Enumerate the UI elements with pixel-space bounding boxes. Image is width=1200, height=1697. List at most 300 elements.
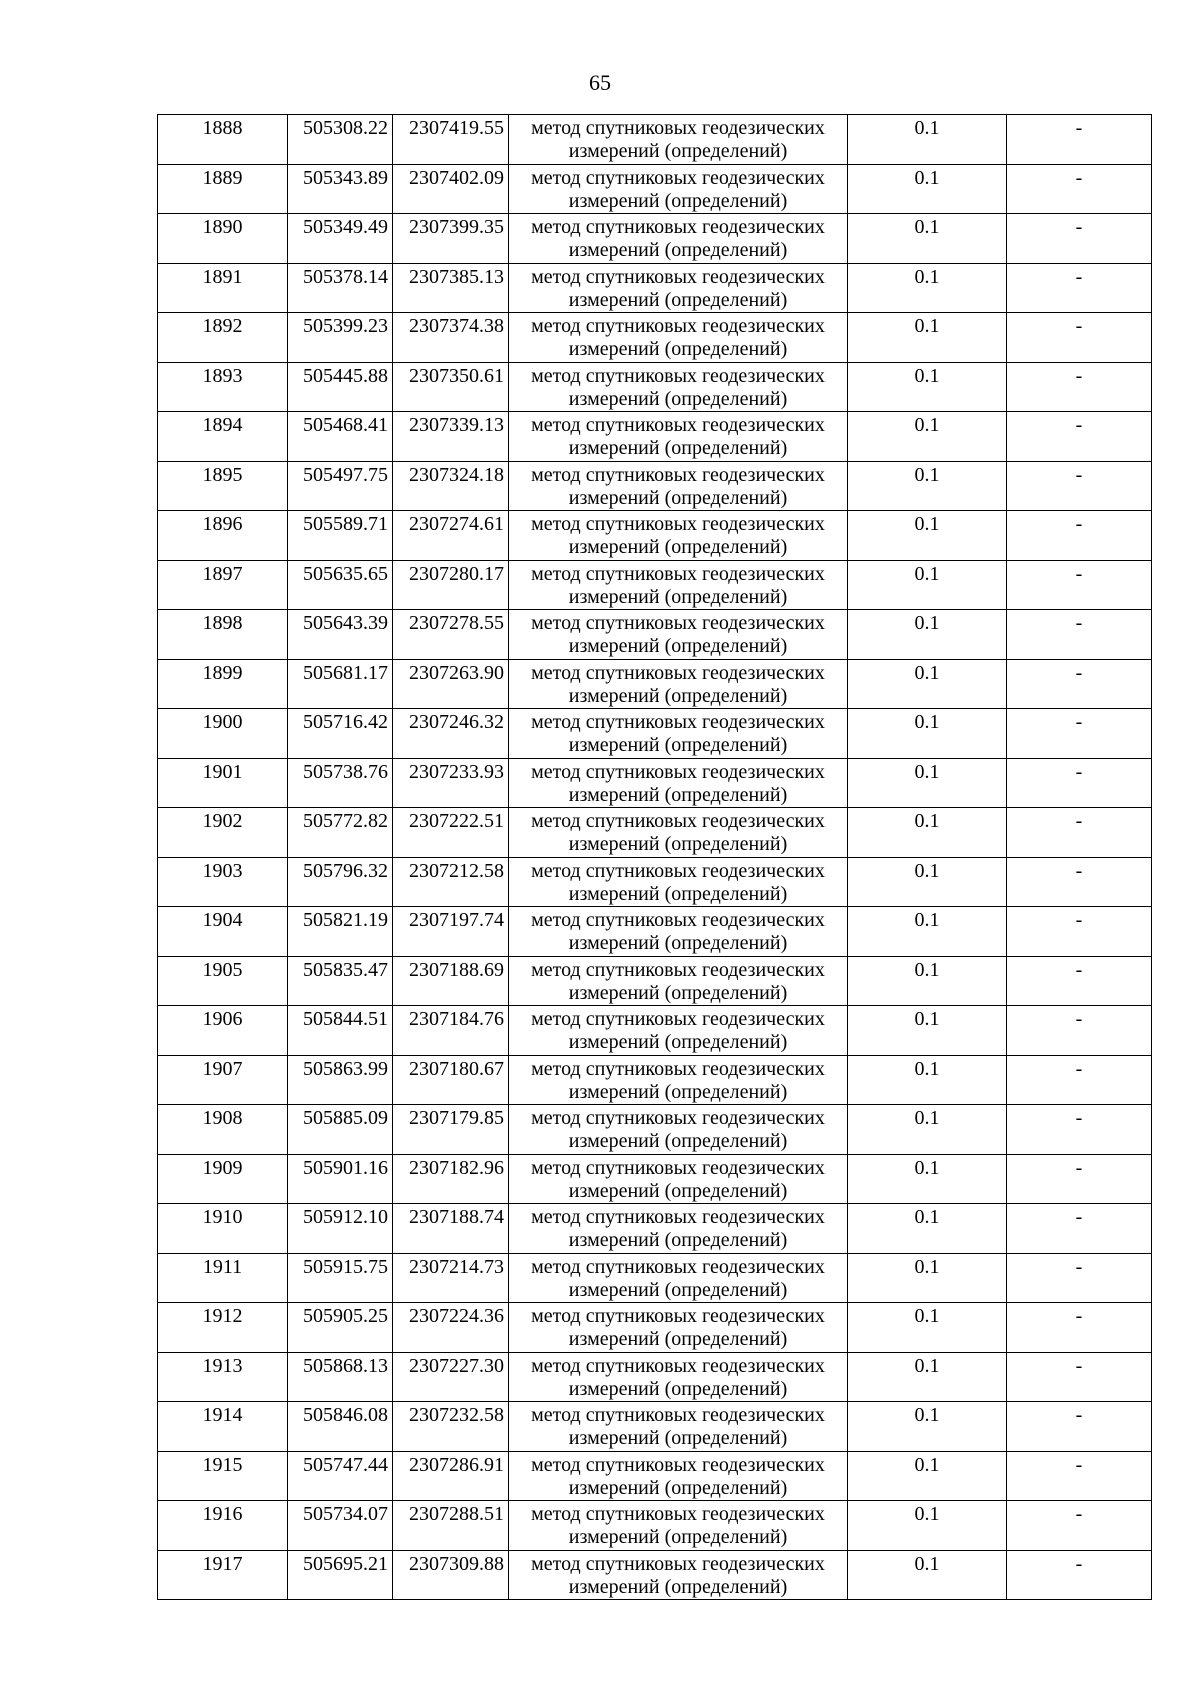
- description-cell: [1007, 1402, 1152, 1452]
- accuracy-cell: [848, 1105, 1007, 1155]
- table-row: [158, 560, 1152, 610]
- y-coordinate-cell-text: 2307184.76: [409, 1008, 504, 1030]
- x-coordinate-cell: [288, 560, 393, 610]
- point-number-cell-text: 1903: [202, 859, 243, 882]
- accuracy-cell-text: 0.1: [914, 463, 940, 486]
- description-cell: [1007, 907, 1152, 957]
- method-cell-text: метод спутниковых геодезических измерений (определений): [531, 1008, 825, 1053]
- accuracy-cell: [848, 1154, 1007, 1204]
- table-row: [158, 1402, 1152, 1452]
- x-coordinate-cell: [288, 1006, 393, 1056]
- y-coordinate-cell: [393, 461, 509, 511]
- accuracy-cell: [848, 214, 1007, 264]
- x-coordinate-cell: [288, 1253, 393, 1303]
- y-coordinate-cell: [393, 1501, 509, 1551]
- x-coordinate-cell: [288, 1055, 393, 1105]
- method-cell: [509, 362, 848, 412]
- method-cell-text: метод спутниковых геодезических измерений (определений): [531, 661, 825, 707]
- y-coordinate-cell: [393, 412, 509, 462]
- y-coordinate-cell: [393, 362, 509, 412]
- y-coordinate-cell: [393, 1055, 509, 1105]
- point-number-cell: [158, 560, 288, 610]
- method-cell-text: метод спутниковых геодезических измерений (определений): [531, 1453, 825, 1499]
- y-coordinate-cell: [393, 956, 509, 1006]
- table-row: [158, 1253, 1152, 1303]
- method-cell: [509, 1550, 848, 1600]
- method-cell: [509, 808, 848, 858]
- description-cell-text: -: [1075, 117, 1083, 139]
- point-number-cell-text: 1890: [202, 216, 243, 238]
- y-coordinate-cell-text: 2307232.58: [409, 1404, 504, 1426]
- x-coordinate-cell: [288, 362, 393, 412]
- accuracy-cell: [848, 1204, 1007, 1254]
- method-cell: [509, 115, 848, 165]
- accuracy-cell: [848, 1253, 1007, 1303]
- y-coordinate-cell: [393, 857, 509, 907]
- accuracy-cell-text: 0.1: [914, 117, 940, 139]
- method-cell-text: метод спутниковых геодезических измерений (определений): [531, 711, 825, 756]
- x-coordinate-cell-text: 505912.10: [303, 1206, 388, 1228]
- x-coordinate-cell: [288, 709, 393, 759]
- y-coordinate-cell-text: 2307212.58: [409, 859, 504, 882]
- point-number-cell-text: 1888: [202, 117, 243, 139]
- x-coordinate-cell-text: 505349.49: [303, 216, 388, 238]
- description-cell-text: -: [1075, 612, 1083, 634]
- accuracy-cell: [848, 1550, 1007, 1600]
- table-row: [158, 1006, 1152, 1056]
- y-coordinate-cell: [393, 610, 509, 660]
- point-number-cell: [158, 115, 288, 165]
- method-cell: [509, 1055, 848, 1105]
- y-coordinate-cell: [393, 1253, 509, 1303]
- x-coordinate-cell: [288, 412, 393, 462]
- x-coordinate-cell: [288, 263, 393, 313]
- point-number-cell: [158, 313, 288, 363]
- point-number-cell: [158, 659, 288, 709]
- method-cell: [509, 263, 848, 313]
- y-coordinate-cell: [393, 907, 509, 957]
- table-row: [158, 1352, 1152, 1402]
- method-cell: [509, 1006, 848, 1056]
- description-cell: [1007, 461, 1152, 511]
- point-number-cell: [158, 808, 288, 858]
- accuracy-cell-text: 0.1: [914, 513, 940, 535]
- accuracy-cell-text: 0.1: [914, 265, 940, 288]
- method-cell-text: метод спутниковых геодезических измерений (определений): [531, 364, 825, 410]
- accuracy-cell-text: 0.1: [914, 612, 940, 634]
- x-coordinate-cell: [288, 1154, 393, 1204]
- description-cell-text: -: [1075, 1503, 1083, 1525]
- method-cell: [509, 659, 848, 709]
- description-cell-text: -: [1075, 909, 1083, 931]
- x-coordinate-cell-text: 505497.75: [303, 463, 388, 486]
- accuracy-cell: [848, 610, 1007, 660]
- description-cell-text: -: [1075, 414, 1083, 436]
- y-coordinate-cell: [393, 758, 509, 808]
- y-coordinate-cell-text: 2307188.69: [409, 958, 504, 981]
- x-coordinate-cell-text: 505738.76: [303, 760, 388, 783]
- point-number-cell-text: 1892: [202, 315, 243, 337]
- method-cell: [509, 1402, 848, 1452]
- x-coordinate-cell: [288, 857, 393, 907]
- y-coordinate-cell-text: 2307233.93: [409, 760, 504, 783]
- x-coordinate-cell: [288, 214, 393, 264]
- point-number-cell: [158, 1303, 288, 1353]
- point-number-cell-text: 1894: [202, 414, 243, 436]
- method-cell: [509, 758, 848, 808]
- accuracy-cell-text: 0.1: [914, 711, 940, 733]
- table-row: [158, 1055, 1152, 1105]
- description-cell: [1007, 857, 1152, 907]
- accuracy-cell: [848, 461, 1007, 511]
- method-cell-text: метод спутниковых геодезических измерений (определений): [531, 1107, 825, 1152]
- x-coordinate-cell: [288, 1501, 393, 1551]
- table-row: [158, 362, 1152, 412]
- y-coordinate-cell-text: 2307374.38: [409, 315, 504, 337]
- table-row: [158, 1303, 1152, 1353]
- accuracy-cell: [848, 709, 1007, 759]
- accuracy-cell-text: 0.1: [914, 958, 940, 981]
- accuracy-cell-text: 0.1: [914, 216, 940, 238]
- y-coordinate-cell-text: 2307197.74: [409, 909, 504, 931]
- table-row: [158, 164, 1152, 214]
- y-coordinate-cell: [393, 808, 509, 858]
- x-coordinate-cell-text: 505734.07: [303, 1503, 388, 1525]
- method-cell: [509, 560, 848, 610]
- accuracy-cell: [848, 659, 1007, 709]
- method-cell-text: метод спутниковых геодезических измерений (определений): [531, 117, 825, 162]
- method-cell-text: метод спутниковых геодезических измерений (определений): [531, 414, 825, 459]
- description-cell-text: -: [1075, 1453, 1083, 1476]
- method-cell-text: метод спутниковых геодезических измерений (определений): [531, 315, 825, 360]
- method-cell: [509, 461, 848, 511]
- point-number-cell-text: 1912: [202, 1305, 243, 1327]
- y-coordinate-cell: [393, 1451, 509, 1501]
- x-coordinate-cell-text: 505846.08: [303, 1404, 388, 1426]
- accuracy-cell-text: 0.1: [914, 1503, 940, 1525]
- x-coordinate-cell-text: 505695.21: [303, 1552, 388, 1575]
- description-cell-text: -: [1075, 1206, 1083, 1228]
- point-number-cell: [158, 1154, 288, 1204]
- table-row: [158, 214, 1152, 264]
- x-coordinate-cell: [288, 115, 393, 165]
- method-cell: [509, 1501, 848, 1551]
- y-coordinate-cell: [393, 115, 509, 165]
- description-cell: [1007, 164, 1152, 214]
- description-cell-text: -: [1075, 1057, 1083, 1080]
- point-number-cell-text: 1900: [202, 711, 243, 733]
- description-cell: [1007, 1451, 1152, 1501]
- point-number-cell-text: 1902: [202, 810, 243, 832]
- accuracy-cell-text: 0.1: [914, 859, 940, 882]
- accuracy-cell-text: 0.1: [914, 1206, 940, 1228]
- description-cell-text: -: [1075, 562, 1083, 585]
- description-cell: [1007, 214, 1152, 264]
- accuracy-cell-text: 0.1: [914, 364, 940, 387]
- accuracy-cell: [848, 412, 1007, 462]
- accuracy-cell-text: 0.1: [914, 166, 940, 189]
- method-cell-text: метод спутниковых геодезических измерений (определений): [531, 1057, 825, 1103]
- method-cell-text: метод спутниковых геодезических измерений (определений): [531, 463, 825, 509]
- method-cell-text: метод спутниковых геодезических измерений (определений): [531, 562, 825, 608]
- x-coordinate-cell-text: 505643.39: [303, 612, 388, 634]
- y-coordinate-cell: [393, 313, 509, 363]
- x-coordinate-cell-text: 505468.41: [303, 414, 388, 436]
- method-cell: [509, 412, 848, 462]
- method-cell: [509, 1154, 848, 1204]
- description-cell: [1007, 1204, 1152, 1254]
- description-cell: [1007, 115, 1152, 165]
- y-coordinate-cell-text: 2307182.96: [409, 1156, 504, 1179]
- y-coordinate-cell: [393, 1352, 509, 1402]
- description-cell-text: -: [1075, 1255, 1083, 1278]
- table-row: [158, 1550, 1152, 1600]
- x-coordinate-cell-text: 505868.13: [303, 1354, 388, 1377]
- x-coordinate-cell-text: 505905.25: [303, 1305, 388, 1327]
- description-cell-text: -: [1075, 364, 1083, 387]
- accuracy-cell-text: 0.1: [914, 1305, 940, 1327]
- x-coordinate-cell: [288, 758, 393, 808]
- x-coordinate-cell-text: 505772.82: [303, 810, 388, 832]
- method-cell-text: метод спутниковых геодезических измерений (определений): [531, 810, 825, 855]
- description-cell: [1007, 1055, 1152, 1105]
- y-coordinate-cell: [393, 560, 509, 610]
- method-cell: [509, 313, 848, 363]
- y-coordinate-cell-text: 2307280.17: [409, 562, 504, 585]
- y-coordinate-cell-text: 2307222.51: [409, 810, 504, 832]
- point-number-cell-text: 1891: [202, 265, 243, 288]
- point-number-cell-text: 1907: [202, 1057, 243, 1080]
- accuracy-cell-text: 0.1: [914, 1404, 940, 1426]
- x-coordinate-cell-text: 505681.17: [303, 661, 388, 684]
- description-cell-text: -: [1075, 1107, 1083, 1129]
- x-coordinate-cell: [288, 1550, 393, 1600]
- method-cell: [509, 1105, 848, 1155]
- point-number-cell-text: 1901: [202, 760, 243, 783]
- point-number-cell-text: 1897: [202, 562, 243, 585]
- x-coordinate-cell-text: 505343.89: [303, 166, 388, 189]
- y-coordinate-cell: [393, 709, 509, 759]
- description-cell: [1007, 808, 1152, 858]
- point-number-cell: [158, 758, 288, 808]
- x-coordinate-cell-text: 505821.19: [303, 909, 388, 931]
- y-coordinate-cell-text: 2307385.13: [409, 265, 504, 288]
- description-cell: [1007, 1253, 1152, 1303]
- description-cell: [1007, 1154, 1152, 1204]
- point-number-cell-text: 1895: [202, 463, 243, 486]
- description-cell-text: -: [1075, 1552, 1083, 1575]
- x-coordinate-cell: [288, 610, 393, 660]
- method-cell-text: метод спутниковых геодезических измерений (определений): [531, 166, 825, 212]
- y-coordinate-cell-text: 2307188.74: [409, 1206, 504, 1228]
- method-cell-text: метод спутниковых геодезических измерений (определений): [531, 1206, 825, 1251]
- point-number-cell-text: 1914: [202, 1404, 243, 1426]
- y-coordinate-cell: [393, 1154, 509, 1204]
- method-cell: [509, 956, 848, 1006]
- accuracy-cell: [848, 560, 1007, 610]
- accuracy-cell-text: 0.1: [914, 1107, 940, 1129]
- y-coordinate-cell-text: 2307286.91: [409, 1453, 504, 1476]
- table-row: [158, 758, 1152, 808]
- description-cell-text: -: [1075, 1354, 1083, 1377]
- table-row: [158, 461, 1152, 511]
- point-number-cell: [158, 511, 288, 561]
- x-coordinate-cell: [288, 1352, 393, 1402]
- accuracy-cell: [848, 1352, 1007, 1402]
- description-cell-text: -: [1075, 711, 1083, 733]
- table-row: [158, 1451, 1152, 1501]
- accuracy-cell: [848, 1006, 1007, 1056]
- point-number-cell: [158, 1501, 288, 1551]
- point-number-cell: [158, 1550, 288, 1600]
- point-number-cell-text: 1893: [202, 364, 243, 387]
- point-number-cell-text: 1906: [202, 1008, 243, 1030]
- description-cell: [1007, 362, 1152, 412]
- table-row: [158, 1204, 1152, 1254]
- table-row: [158, 857, 1152, 907]
- y-coordinate-cell: [393, 511, 509, 561]
- point-number-cell-text: 1896: [202, 513, 243, 535]
- accuracy-cell-text: 0.1: [914, 661, 940, 684]
- accuracy-cell: [848, 313, 1007, 363]
- method-cell: [509, 214, 848, 264]
- description-cell-text: -: [1075, 463, 1083, 486]
- method-cell-text: метод спутниковых геодезических измерений (определений): [531, 513, 825, 558]
- description-cell-text: -: [1075, 760, 1083, 783]
- point-number-cell: [158, 461, 288, 511]
- accuracy-cell: [848, 115, 1007, 165]
- method-cell: [509, 1204, 848, 1254]
- accuracy-cell: [848, 1303, 1007, 1353]
- point-number-cell-text: 1917: [202, 1552, 243, 1575]
- y-coordinate-cell: [393, 1303, 509, 1353]
- accuracy-cell-text: 0.1: [914, 414, 940, 436]
- accuracy-cell-text: 0.1: [914, 909, 940, 931]
- point-number-cell-text: 1908: [202, 1107, 243, 1129]
- accuracy-cell-text: 0.1: [914, 1255, 940, 1278]
- y-coordinate-cell-text: 2307309.88: [409, 1552, 504, 1575]
- accuracy-cell: [848, 263, 1007, 313]
- table-row: [158, 115, 1152, 165]
- method-cell: [509, 907, 848, 957]
- method-cell: [509, 511, 848, 561]
- table-row: [158, 808, 1152, 858]
- point-number-cell: [158, 1402, 288, 1452]
- table-row: [158, 511, 1152, 561]
- y-coordinate-cell: [393, 263, 509, 313]
- x-coordinate-cell: [288, 808, 393, 858]
- accuracy-cell: [848, 1402, 1007, 1452]
- accuracy-cell-text: 0.1: [914, 1453, 940, 1476]
- y-coordinate-cell: [393, 1402, 509, 1452]
- accuracy-cell-text: 0.1: [914, 1008, 940, 1030]
- table-row: [158, 412, 1152, 462]
- accuracy-cell: [848, 1055, 1007, 1105]
- accuracy-cell: [848, 808, 1007, 858]
- x-coordinate-cell: [288, 164, 393, 214]
- point-number-cell-text: 1916: [202, 1503, 243, 1525]
- description-cell-text: -: [1075, 315, 1083, 337]
- description-cell-text: -: [1075, 810, 1083, 832]
- description-cell-text: -: [1075, 265, 1083, 288]
- x-coordinate-cell-text: 505915.75: [303, 1255, 388, 1278]
- point-number-cell-text: 1915: [202, 1453, 243, 1476]
- page-number: 65: [589, 70, 611, 95]
- description-cell: [1007, 412, 1152, 462]
- x-coordinate-cell: [288, 1105, 393, 1155]
- point-number-cell: [158, 709, 288, 759]
- y-coordinate-cell-text: 2307399.35: [409, 216, 504, 238]
- method-cell-text: метод спутниковых геодезических измерений (определений): [531, 1255, 825, 1301]
- method-cell: [509, 857, 848, 907]
- point-number-cell: [158, 1451, 288, 1501]
- method-cell-text: метод спутниковых геодезических измерений (определений): [531, 760, 825, 806]
- accuracy-cell: [848, 1451, 1007, 1501]
- x-coordinate-cell-text: 505716.42: [303, 711, 388, 733]
- x-coordinate-cell-text: 505796.32: [303, 859, 388, 882]
- method-cell-text: метод спутниковых геодезических измерений (определений): [531, 859, 825, 905]
- accuracy-cell: [848, 511, 1007, 561]
- accuracy-cell-text: 0.1: [914, 760, 940, 783]
- point-number-cell-text: 1905: [202, 958, 243, 981]
- point-number-cell: [158, 857, 288, 907]
- x-coordinate-cell-text: 505308.22: [303, 117, 388, 139]
- point-number-cell: [158, 1204, 288, 1254]
- description-cell: [1007, 1501, 1152, 1551]
- accuracy-cell-text: 0.1: [914, 810, 940, 832]
- x-coordinate-cell-text: 505747.44: [303, 1453, 388, 1476]
- accuracy-cell-text: 0.1: [914, 315, 940, 337]
- y-coordinate-cell: [393, 1550, 509, 1600]
- table-row: [158, 1501, 1152, 1551]
- description-cell: [1007, 610, 1152, 660]
- method-cell-text: метод спутниковых геодезических измерений (определений): [531, 958, 825, 1004]
- point-number-cell-text: 1899: [202, 661, 243, 684]
- y-coordinate-cell: [393, 1006, 509, 1056]
- point-number-cell: [158, 362, 288, 412]
- description-cell: [1007, 1550, 1152, 1600]
- description-cell-text: -: [1075, 859, 1083, 882]
- method-cell: [509, 1253, 848, 1303]
- description-cell-text: -: [1075, 1008, 1083, 1030]
- method-cell: [509, 164, 848, 214]
- method-cell-text: метод спутниковых геодезических измерений (определений): [531, 612, 825, 657]
- x-coordinate-cell-text: 505635.65: [303, 562, 388, 585]
- y-coordinate-cell: [393, 1105, 509, 1155]
- description-cell: [1007, 956, 1152, 1006]
- y-coordinate-cell: [393, 164, 509, 214]
- method-cell-text: метод спутниковых геодезических измерений (определений): [531, 265, 825, 311]
- x-coordinate-cell: [288, 1303, 393, 1353]
- table-row: [158, 1154, 1152, 1204]
- method-cell-text: метод спутниковых геодезических измерений (определений): [531, 1552, 825, 1598]
- table-row: [158, 1105, 1152, 1155]
- accuracy-cell: [848, 758, 1007, 808]
- x-coordinate-cell-text: 505445.88: [303, 364, 388, 387]
- point-number-cell: [158, 412, 288, 462]
- y-coordinate-cell-text: 2307246.32: [409, 711, 504, 733]
- point-number-cell: [158, 610, 288, 660]
- description-cell: [1007, 1006, 1152, 1056]
- x-coordinate-cell-text: 505399.23: [303, 315, 388, 337]
- accuracy-cell-text: 0.1: [914, 1057, 940, 1080]
- method-cell: [509, 1352, 848, 1402]
- accuracy-cell-text: 0.1: [914, 1156, 940, 1179]
- description-cell-text: -: [1075, 1156, 1083, 1179]
- x-coordinate-cell-text: 505901.16: [303, 1156, 388, 1179]
- accuracy-cell: [848, 362, 1007, 412]
- point-number-cell: [158, 164, 288, 214]
